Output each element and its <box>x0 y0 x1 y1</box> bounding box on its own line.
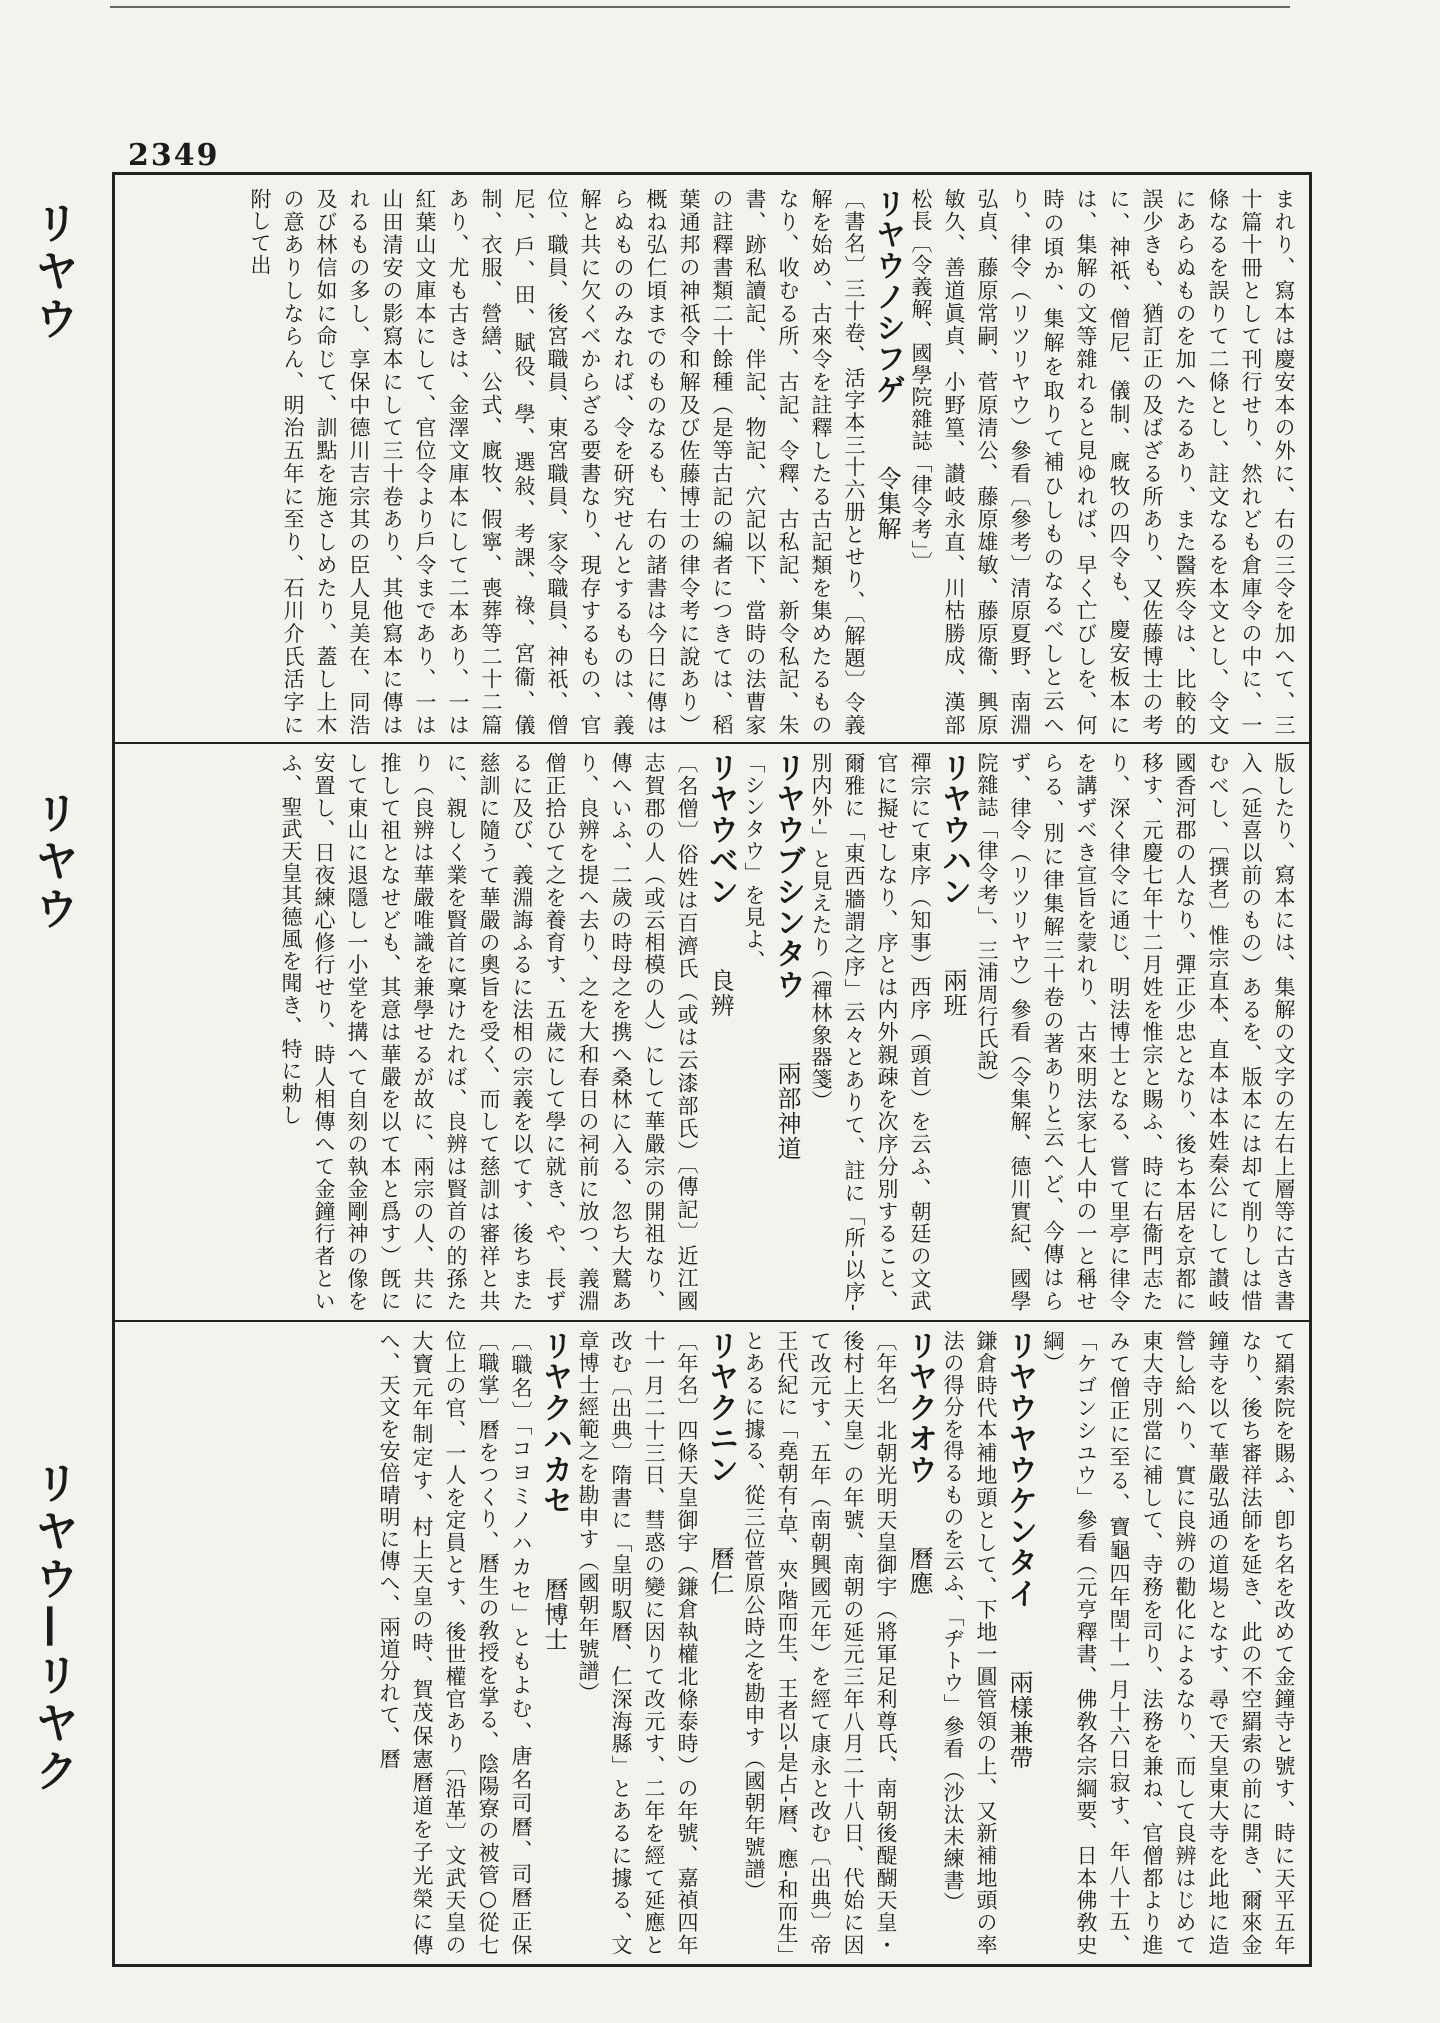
headword-kana: リヤウヤウケンタイ <box>1002 1330 1037 1609</box>
entry-headword <box>703 1330 737 1956</box>
entry-headword <box>936 752 970 1312</box>
headword-kanji: 曆博士 <box>540 1577 568 1652</box>
headword-kana: リヤクニン <box>703 1330 738 1485</box>
section-2 <box>124 752 1300 1312</box>
headword-kana: リヤクハカセ <box>537 1330 572 1516</box>
headword-kanji: 兩樣兼帶 <box>1005 1670 1033 1770</box>
entry-body-text: て羂索院を賜ふ、卽ち名を改めて金鐘寺と號す、時に天平五年なり、後ち審祥法師を延き、此の不空羂索の前に開き、爾來金鐘寺を以て華嚴弘通の道場となす、尋で天皇東大寺を此地に造營し給へり、實に良辨の勸化によるなり、而して良辨はじめて東大寺別當に補して、寺務を司り、法務を兼ね、官僧都より進みて僧正に至る、寶龜四年閏十一月十六日寂す、年八十五、「ケゴンシユウ」參看（元亨釋書、佛敎各宗綱要、日本佛敎史綱） <box>1041 1330 1296 1956</box>
side-label-2: リヤウ <box>27 790 78 934</box>
section-3 <box>124 1330 1300 1956</box>
headword-kana: リヤウハン <box>936 752 971 907</box>
section-1 <box>124 188 1300 736</box>
headword-kanji: 曆應 <box>905 1546 933 1596</box>
entry-body-text: 禪宗にて東序（知事）西序（頭首）を云ふ、朝廷の文武官に擬せしなり、序とは内外親疎を次序分別すること、爾雅に「東西牆謂之序」云々とありて、註に「所‐以序‐別内外‐」と見えたり（禪林象器箋） <box>809 752 932 1312</box>
entry-body-text: 〔職名〕「コヨミノハカセ」ともよむ、唐名司曆、司曆正保〔職掌〕曆をつくり、曆生の敎授を掌る、陰陽寮の被管○從七位上の官、一人を定員とす、後世權官あり〔沿革〕文武天皇の大寶元年制定す、村上天皇の時、賀茂保憲曆道を子光榮に傳へ、天文を安倍晴明に傳へ、兩道分れて、曆 <box>377 1330 533 1956</box>
entry-headword <box>537 1330 571 1956</box>
page-number: 2349 <box>128 138 220 173</box>
entry-headword <box>703 752 737 1312</box>
entry-body-text: 版したり、寫本には、集解の文字の左右上層等に古き書入（延喜以前のもの）あるを、版本には却て削りしは惜むべし、〔撰者〕惟宗直本、直本は本姓秦公にして讃岐國香河郡の人なり、彈正少忠となり、後ち本居を京都に移す、元慶七年十二月姓を惟宗と賜ふ、時に右衞門志たり、深く律令に通じ、明法博士となる、嘗て里亭に律令を講ずべき宣旨を蒙れり、古來明法家七人中の一と稱せらる、別に律集解三十卷の著ありと云へど、今傳はらず、律令（リツリヤウ）參看（令集解、德川實紀、國學院雜誌「律令考」、三浦周行氏說） <box>975 752 1296 1312</box>
headword-kana: リヤウブシンタウ <box>770 752 805 1000</box>
headword-kana: リヤウノシフゲ <box>870 188 905 405</box>
entry-body-text: 〔年名〕北朝光明天皇御宇（將軍足利尊氏、南朝後醍醐天皇・後村上天皇）の年號、南朝の延元三年八月二十八日、代始に因て改元す、五年（南朝興國元年）を經て康永と改む〔出典〕帝王代紀に「堯朝有‐草、夾‐階而生、王者以‐是占‐曆、應‐和而生」とあるに據る、從三位菅原公時之を勘申す（國朝年號譜） <box>742 1330 898 1956</box>
entry-body-text: 〔書名〕三十卷、活字本三十六册とせり、〔解題〕令義解を始め、古來令を註釋したる古記類を集めたるものなり、收むる所、古記、令釋、古私記、新令私記、朱書、跡私讀記、伴記、物記、穴記以下、當時の法曹家の註釋書類二十餘種（是等古記の編者につきては、稻葉通邦の神祇令和解及び佐藤博士の律令考に說あり）概ね弘仁頃までのものなるも、右の諸書は今日に傳はらぬもののみなれば、令を研究せんとするものは、義解と共に欠くべからざる要書なり、現存するもの、官位、職員、後宮職員、東宮職員、家令職員、神祇、僧尼、戶、田、賦役、學、選敍、考課、祿、宮衞、儀制、衣服、營繕、公式、廐牧、假寧、喪葬等二十二篇あり、尤も古きは、金澤文庫本にして二本あり、一は紅葉山文庫本にして、官位令より戶令まであり、一は山田清安の影寫本にして三十卷あり、其他寫本に傳はれるもの多し、享保中德川吉宗其の臣人見美在、同浩及び林信如に命じて、訓點を施さしめたり、蓋し上木の意ありしならん、明治五年に至り、石川介氏活字に附して出 <box>248 188 866 736</box>
entry-body-text: 〔名僧〕俗姓は百濟氏（或は云漆部氏）〔傳記〕近江國志賀郡の人（或云相模の人）にして華嚴宗の開祖なり、傳へいふ、二歲の時母之を携へ桑林に入る、忽ち大鷲あり、良辨を提へ去り、之を大和春日の祠前に放つ、義淵僧正拾ひて之を養育す、五歲にして學に就き、や、長ずるに及び、義淵誨ふるに法相の宗義を以てす、後ちまた慈訓に隨うて華嚴の奧旨を受く、而して慈訓は審祥と共に、親しく業を賢首に稟けたれば、良辨は賢首の的孫たり（良辨は華嚴唯識を兼學せるが故に、兩宗の人、共に推して祖となせども、其意は華嚴を以て本と爲す）旣にして東山に退隱し一小堂を搆へて自刻の執金剛神の像を安置し、日夜練心修行せり、時人相傳へて金鐘行者といふ、聖武天皇其德風を聞き、特に勅し <box>279 752 699 1312</box>
entry-body-text: 鎌倉時代本補地頭として、下地一圓管領の上、又新補地頭の率法の得分を得るものを云ふ、「ヂトウ」參看（沙汰未練書） <box>941 1330 998 1956</box>
side-label-3: リヤウ—リヤク <box>27 1460 78 1796</box>
entry-headword <box>902 1330 936 1956</box>
entry-headword <box>770 752 804 1312</box>
headword-kana: リヤクオウ <box>902 1330 937 1485</box>
section-divider-2 <box>112 1320 1312 1322</box>
entry-body-text: 「シンタウ」を見よ、 <box>742 752 766 972</box>
entry-body-text: 〔年名〕四條天皇御宇（鎌倉執權北條泰時）の年號、嘉禎四年十一月二十三日、彗惑の變に因りて改元す、二年を經て延應と改む〔出典〕隋書に「皇明馭曆、仁深海縣」とあるに據る、文章博士經範之を勘申す（國朝年號譜） <box>576 1330 699 1956</box>
section-divider-1 <box>112 742 1312 744</box>
top-rule <box>110 6 1290 8</box>
headword-kanji: 令集解 <box>873 466 901 541</box>
headword-kanji: 兩部神道 <box>773 1061 801 1161</box>
headword-kana: リヤウベン <box>703 752 738 907</box>
entry-headword <box>1002 1330 1036 1956</box>
headword-kanji: 兩班 <box>939 968 967 1018</box>
entry-body-text: まれり、寫本は慶安本の外に、右の三令を加へて、三十篇十冊として刊行せり、然れども倉庫令の中に、一條なるを誤りて二條とし、註文なるを本文とし、令文にあらぬものを加へたるあり、また醫疾令は、比較的誤少きも、猶訂正の及ばざる所あり、又佐藤博士の考に、神祇、僧尼、儀制、廐牧の四令も、慶安板本には、集解の文等雜れると見ゆれば、早く亡びしを、何時の頃か、集解を取りて補ひしものなるべしと云へり、律令（リツリヤウ）參看〔參考〕清原夏野、南淵弘貞、藤原常嗣、菅原清公、藤原雄敏、藤原衞、興原敏久、善道眞貞、小野篁、讃岐永直、川枯勝成、漢部松長〔令義解、國學院雜誌「律令考」〕 <box>909 188 1296 736</box>
headword-kanji: 良辨 <box>706 968 734 1018</box>
side-label-1: リヤウ <box>27 200 78 344</box>
entry-headword <box>870 188 904 736</box>
headword-kanji: 曆仁 <box>706 1546 734 1596</box>
